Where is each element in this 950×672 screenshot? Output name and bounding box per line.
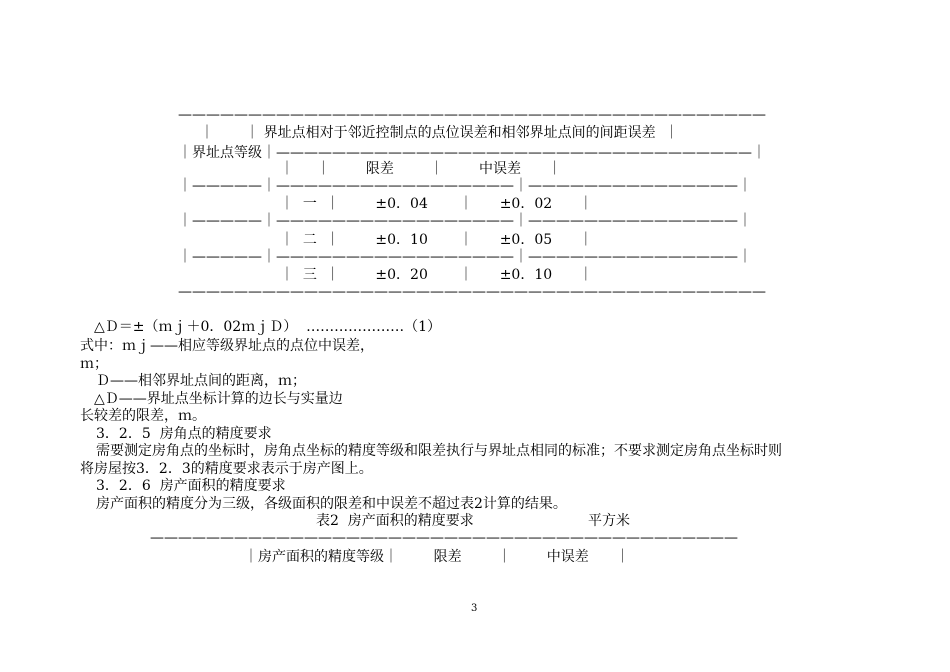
paragraph: 需要测定房角点的坐标时，房角点坐标的精度等级和限差执行与界址点相同的标准；不要求测定房角点坐标时则 bbox=[96, 443, 782, 459]
page-number: 3 bbox=[471, 603, 478, 614]
table-row: ｜ 三 ｜ ±0．20 ｜ ±0．10 ｜ bbox=[280, 267, 593, 283]
definition-line: 长较差的限差，ｍ。 bbox=[80, 408, 206, 424]
paragraph: 房产面积的精度分为三级，各级面积的限差和中误差不超过表2计算的结果。 bbox=[96, 496, 567, 512]
table-header-row: ｜ ｜ 限差 ｜ 中误差 ｜ bbox=[280, 161, 562, 177]
definition-line: △Ｄ——界址点坐标计算的边长与实量边 bbox=[94, 391, 343, 407]
table-separator: ｜—————｜—————————————————｜———————————————｜ bbox=[178, 213, 752, 229]
table-rule: —————————————————————————————————————————— bbox=[178, 107, 766, 123]
definition-line: 式中：ｍｊ——相应等级界址点的点位中误差， bbox=[80, 338, 374, 354]
table-separator: ｜—————｜—————————————————｜———————————————｜ bbox=[178, 249, 752, 265]
table-caption: 表2 房产面积的精度要求 bbox=[316, 513, 474, 529]
table-rule: —————————————————————————————————————————— bbox=[178, 284, 766, 300]
table-header-row: ｜房产面积的精度等级｜ 限差 ｜ 中误差 ｜ bbox=[244, 549, 630, 565]
table-row: ｜ 一 ｜ ±0．04 ｜ ±0．02 ｜ bbox=[280, 196, 593, 212]
table-row: ｜ 二 ｜ ±0．10 ｜ ±0．05 ｜ bbox=[280, 232, 593, 248]
section-heading: 3．2．6 房产面积的精度要求 bbox=[96, 478, 286, 494]
paragraph: 将房屋按3．2．3的精度要求表示于房产图上。 bbox=[80, 461, 373, 477]
table-header-row: ｜界址点等级｜——————————————————————————————————｜ bbox=[178, 145, 766, 161]
table-rule: —————————————————————————————————————————— bbox=[150, 530, 738, 546]
table-header-row: ｜ ｜ 界址点相对于邻近控制点的点位误差和相邻界址点间的间距误差 ｜ bbox=[200, 125, 679, 141]
table-unit: 平方米 bbox=[588, 513, 630, 529]
formula: △Ｄ＝±（ｍｊ＋0．02ｍｊＤ） …………………（1） bbox=[94, 319, 442, 335]
definition-line: ｍ； bbox=[80, 356, 108, 372]
section-heading: 3．2．5 房角点的精度要求 bbox=[96, 426, 272, 442]
definition-line: Ｄ——相邻界址点间的距离，ｍ； bbox=[96, 373, 306, 389]
table-separator: ｜—————｜—————————————————｜———————————————｜ bbox=[178, 178, 752, 194]
